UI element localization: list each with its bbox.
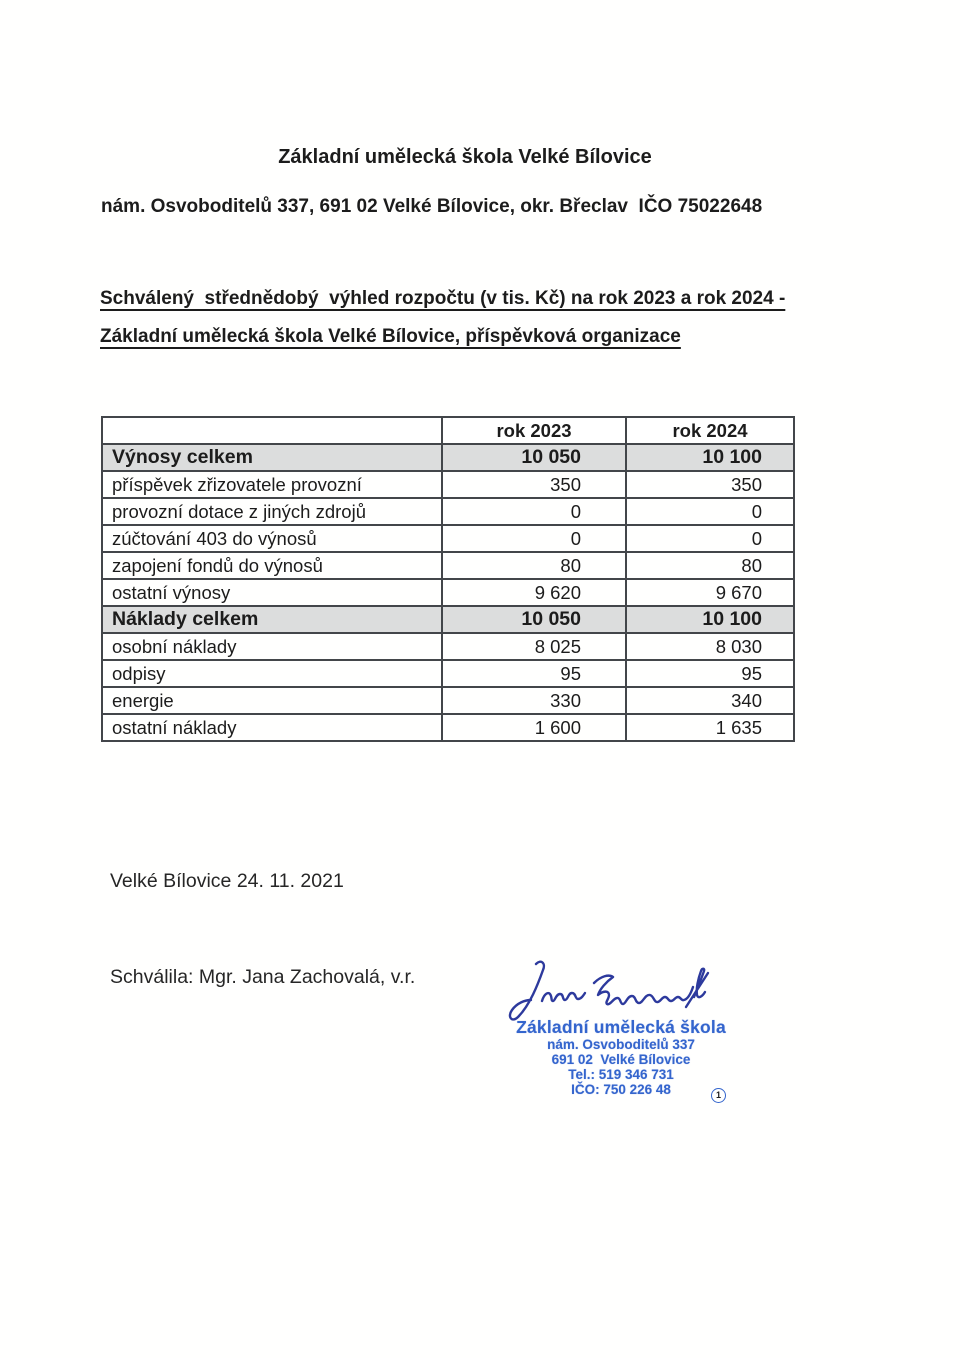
- value-2024: 80: [626, 552, 794, 579]
- value-2024: 0: [626, 525, 794, 552]
- signature-stamp-block: [496, 953, 746, 1103]
- value-2023: 9 620: [442, 579, 626, 606]
- value-2024: 10 100: [626, 606, 794, 633]
- stamp-ico: IČO: 750 226 48: [571, 1082, 671, 1097]
- stamp-address-line2: 691 02 Velké Bílovice: [551, 1052, 691, 1067]
- value-2024: 340: [626, 687, 794, 714]
- header-rok-2023: rok 2023: [442, 417, 626, 444]
- table-row: [102, 498, 794, 525]
- table-row: [102, 579, 794, 606]
- school-stamp: [496, 1017, 746, 1097]
- row-label: Výnosy celkem: [102, 444, 442, 471]
- stamp-school-name: Základní umělecká škola: [516, 1017, 726, 1037]
- value-2023: 8 025: [442, 633, 626, 660]
- row-label: odpisy: [102, 660, 442, 687]
- value-2024: 350: [626, 471, 794, 498]
- table-row-naklady-celkem: [102, 606, 794, 633]
- row-label: energie: [102, 687, 442, 714]
- table-row: [102, 714, 794, 741]
- row-label: ostatní výnosy: [102, 579, 442, 606]
- school-address-line: nám. Osvoboditelů 337, 691 02 Velké Bílovice, okr. Břeclav IČO 75022648: [101, 196, 763, 217]
- budget-heading-line1: Schválený střednědobý výhled rozpočtu (v tis. Kč) na rok 2023 a rok 2024 -: [100, 288, 786, 309]
- value-2023: 350: [442, 471, 626, 498]
- value-2023: 0: [442, 498, 626, 525]
- signature-handwriting-icon: [498, 955, 714, 1025]
- table-row: [102, 660, 794, 687]
- value-2024: 9 670: [626, 579, 794, 606]
- stamp-phone: Tel.: 519 346 731: [568, 1067, 674, 1082]
- value-2023: 10 050: [442, 444, 626, 471]
- budget-heading: [100, 286, 785, 362]
- value-2023: 1 600: [442, 714, 626, 741]
- table-row: [102, 525, 794, 552]
- value-2023: 80: [442, 552, 626, 579]
- header-rok-2024: rok 2024: [626, 417, 794, 444]
- table-row-vynosy-celkem: [102, 444, 794, 471]
- row-label: zúčtování 403 do výnosů: [102, 525, 442, 552]
- value-2024: 95: [626, 660, 794, 687]
- budget-table: [101, 416, 795, 742]
- value-2024: 8 030: [626, 633, 794, 660]
- row-label: příspěvek zřizovatele provozní: [102, 471, 442, 498]
- value-2024: 0: [626, 498, 794, 525]
- budget-heading-line2: Základní umělecká škola Velké Bílovice, příspěvková organizace: [100, 326, 681, 347]
- approval-line: Schválila: Mgr. Jana Zachovalá, v.r.: [110, 966, 416, 988]
- value-2023: 330: [442, 687, 626, 714]
- value-2023: 10 050: [442, 606, 626, 633]
- value-2023: 0: [442, 525, 626, 552]
- row-label: ostatní náklady: [102, 714, 442, 741]
- value-2024: 10 100: [626, 444, 794, 471]
- row-label: osobní náklady: [102, 633, 442, 660]
- stamp-address-line1: nám. Osvoboditelů 337: [547, 1037, 695, 1052]
- value-2023: 95: [442, 660, 626, 687]
- header-empty-cell: [102, 417, 442, 444]
- table-row: [102, 471, 794, 498]
- table-row: [102, 687, 794, 714]
- row-label: provozní dotace z jiných zdrojů: [102, 498, 442, 525]
- value-2024: 1 635: [626, 714, 794, 741]
- row-label: zapojení fondů do výnosů: [102, 552, 442, 579]
- page-title: Základní umělecká škola Velké Bílovice: [278, 146, 652, 168]
- table-row: [102, 552, 794, 579]
- table-header-row: [102, 417, 794, 444]
- row-label: Náklady celkem: [102, 606, 442, 633]
- stamp-badge-circle-1: 1: [711, 1088, 726, 1103]
- place-date-line: Velké Bílovice 24. 11. 2021: [110, 870, 344, 892]
- table-row: [102, 633, 794, 660]
